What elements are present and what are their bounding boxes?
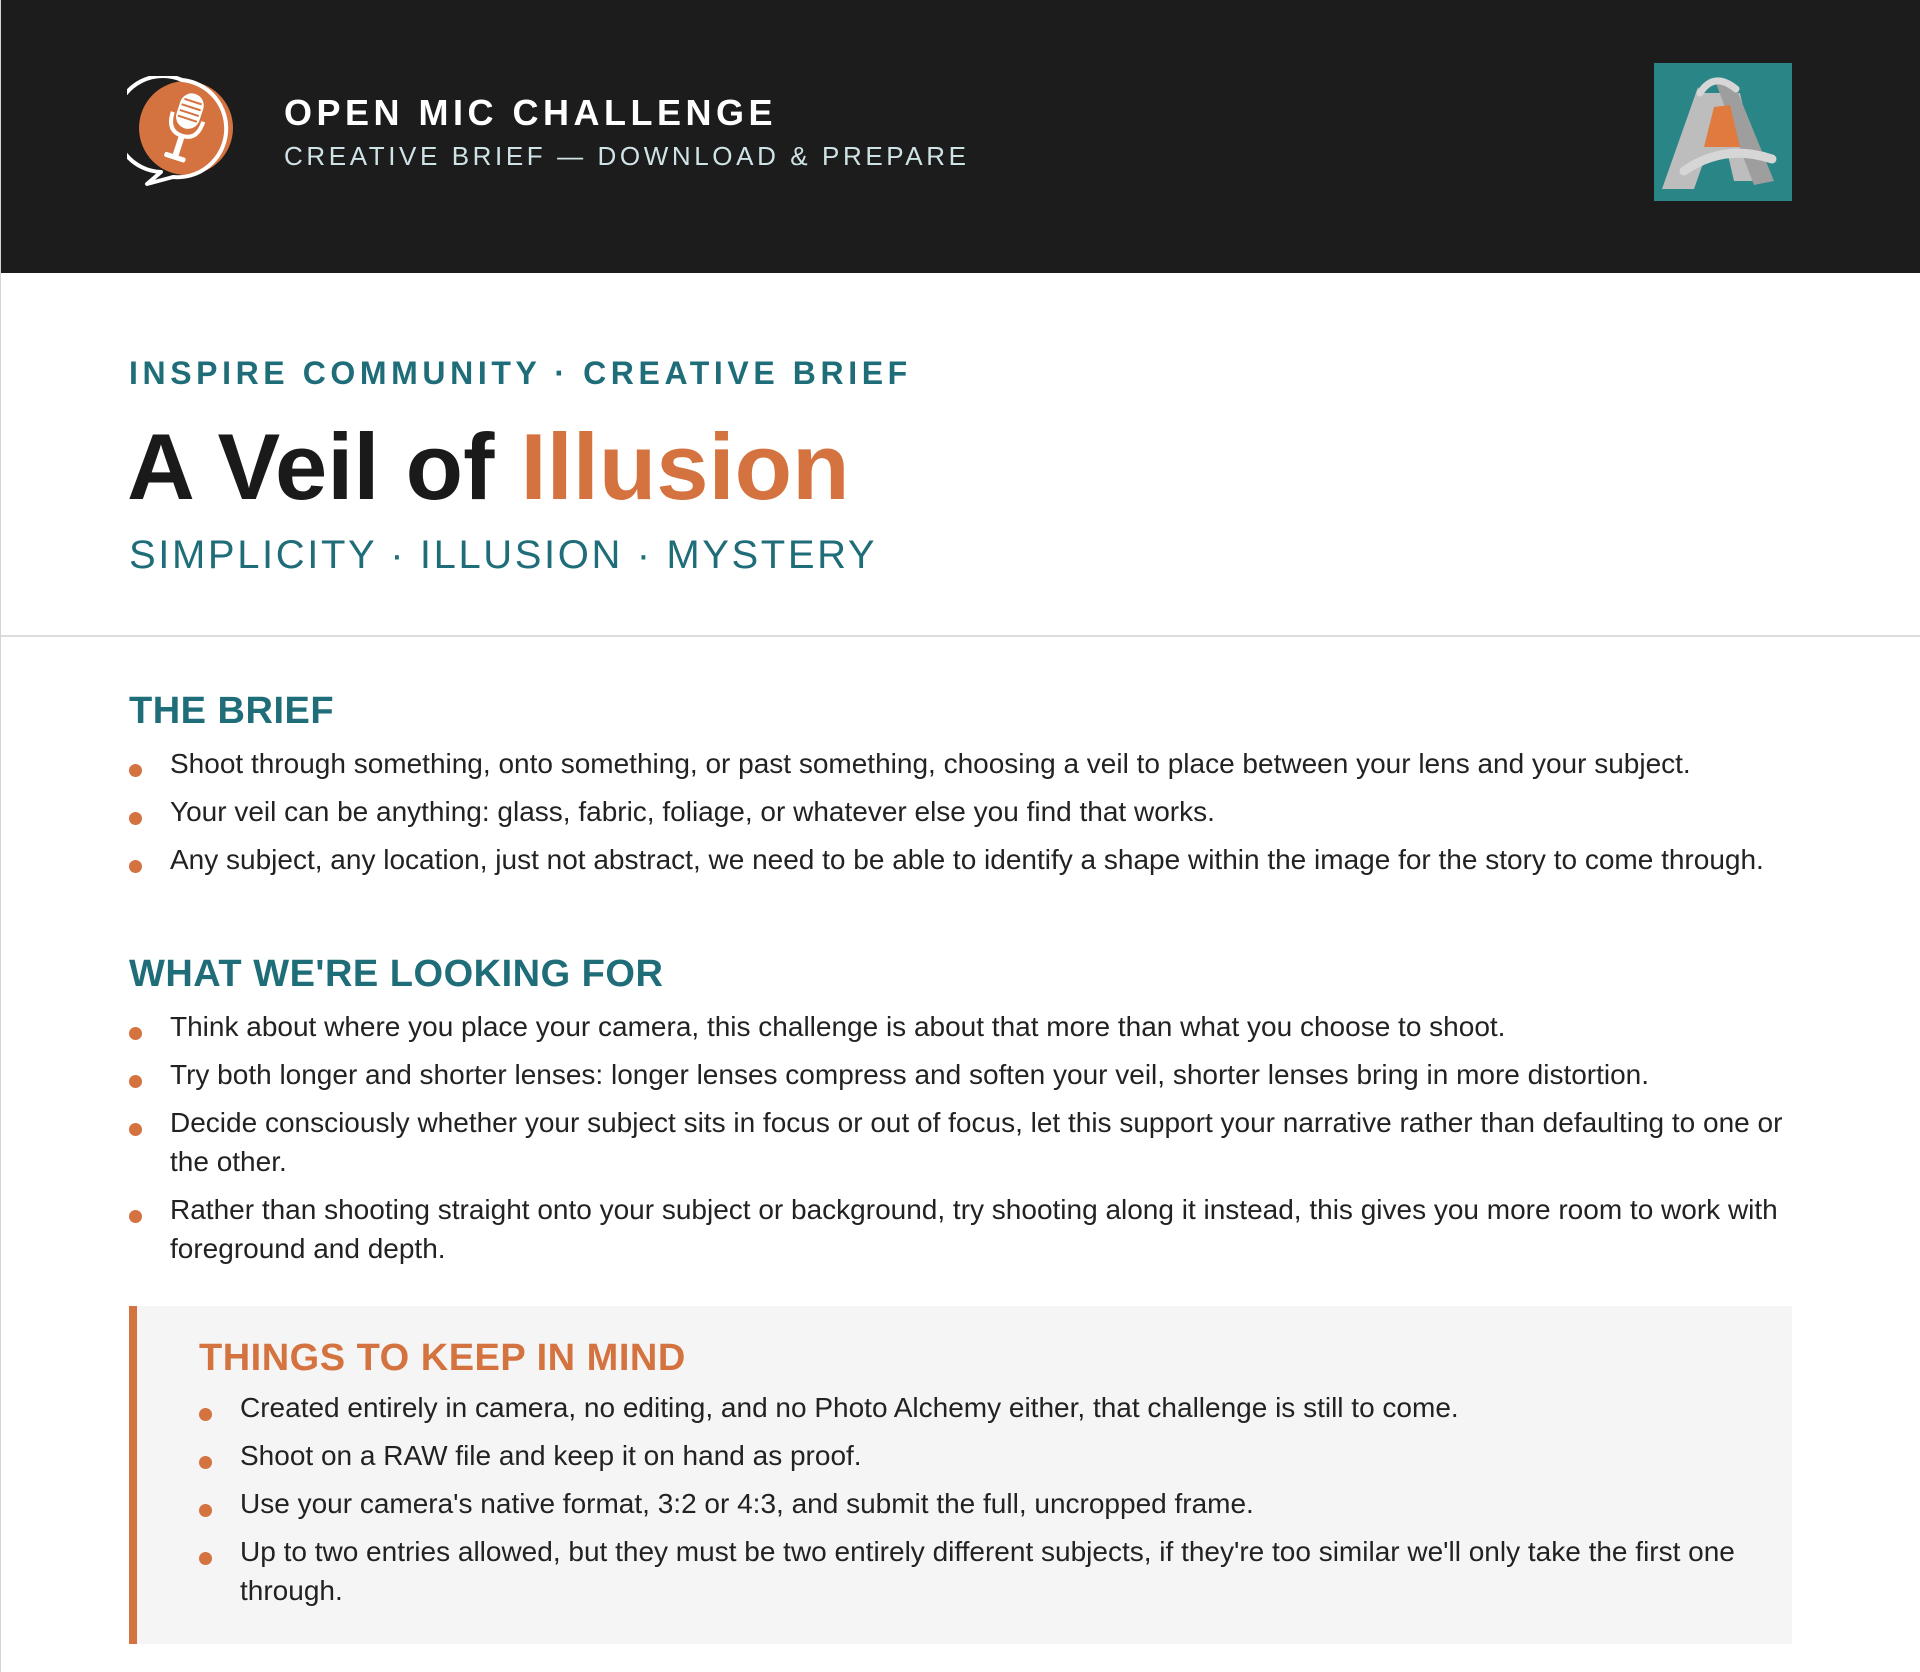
tagline: SIMPLICITY · ILLUSION · MYSTERY xyxy=(129,533,878,577)
challenge-title: OPEN MIC CHALLENGE xyxy=(284,92,778,133)
header-bar xyxy=(1,0,1920,273)
list-item: Up to two entries allowed, but they must be two entirely different subjects, if they're too similar we'll only take the first one through. xyxy=(199,1532,1759,1610)
kicker-label: INSPIRE COMMUNITY · CREATIVE BRIEF xyxy=(129,355,912,391)
looking-for-list xyxy=(129,1007,1789,1277)
list-item: Your veil can be anything: glass, fabric, foliage, or whatever else you find that works. xyxy=(129,792,1789,831)
title-main: A Veil of xyxy=(127,414,521,519)
microphone-speech-bubble-icon xyxy=(127,76,241,188)
list-item: Try both longer and shorter lenses: longer lenses compress and soften your veil, shorter lenses bring in more distortion. xyxy=(129,1055,1789,1094)
keep-in-mind-list xyxy=(199,1388,1759,1619)
list-item: Rather than shooting straight onto your subject or background, try shooting along it instead, this gives you more room to work with foreground and depth. xyxy=(129,1190,1789,1268)
brief-list xyxy=(129,744,1789,888)
brief-heading: THE BRIEF xyxy=(129,690,335,732)
keep-in-mind-panel xyxy=(129,1306,1792,1644)
section-divider xyxy=(1,635,1920,637)
list-item: Shoot on a RAW file and keep it on hand as proof. xyxy=(199,1436,1759,1475)
looking-for-heading: WHAT WE'RE LOOKING FOR xyxy=(129,953,664,995)
title-accent: Illusion xyxy=(520,414,850,519)
challenge-subtitle: CREATIVE BRIEF — DOWNLOAD & PREPARE xyxy=(284,141,970,171)
list-item: Use your camera's native format, 3:2 or 4:3, and submit the full, uncropped frame. xyxy=(199,1484,1759,1523)
page-title xyxy=(127,415,850,518)
list-item: Any subject, any location, just not abstract, we need to be able to identify a shape within the image for the story to come through. xyxy=(129,840,1789,879)
letter-a-brand-icon xyxy=(1654,63,1792,201)
list-item: Think about where you place your camera, this challenge is about that more than what you choose to shoot. xyxy=(129,1007,1789,1046)
list-item: Decide consciously whether your subject sits in focus or out of focus, let this support your narrative rather than defaulting to one or the other. xyxy=(129,1103,1789,1181)
list-item: Shoot through something, onto something, or past something, choosing a veil to place between your lens and your subject. xyxy=(129,744,1789,783)
keep-in-mind-heading: THINGS TO KEEP IN MIND xyxy=(199,1337,686,1379)
list-item: Created entirely in camera, no editing, and no Photo Alchemy either, that challenge is still to come. xyxy=(199,1388,1759,1427)
